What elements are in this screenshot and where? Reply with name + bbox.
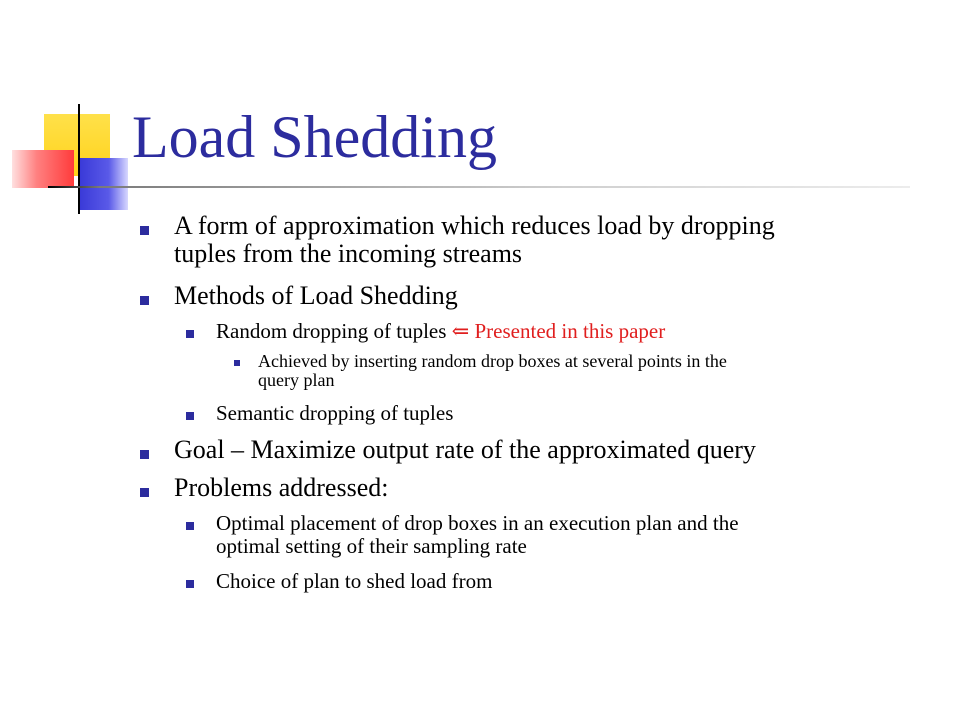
sub-sub-bullet-text-line: Achieved by inserting random drop boxes at several points in the — [258, 351, 727, 371]
decorative-red-bar — [12, 150, 74, 188]
sub-bullet-text-main: Random dropping of tuples — [216, 319, 447, 343]
decorative-blue-square — [80, 158, 128, 210]
bullet-text: Methods of Load Shedding — [174, 281, 458, 310]
bullet-text — [174, 212, 775, 268]
sub-sub-bullet-text — [258, 352, 727, 391]
bullet-text-line: tuples from the incoming streams — [174, 239, 523, 269]
square-bullet-icon — [140, 296, 149, 305]
presented-note: ⇐ Presented in this paper — [451, 319, 666, 343]
square-bullet-icon — [186, 330, 194, 338]
square-bullet-icon — [140, 450, 149, 459]
square-bullet-icon — [140, 226, 149, 235]
square-bullet-icon — [186, 580, 194, 588]
bullet-text: Goal – Maximize output rate of the approximated query — [174, 435, 756, 464]
decorative-vertical-line — [78, 104, 80, 214]
slide-title: Load Shedding — [132, 104, 497, 170]
sub-bullet-text: Semantic dropping of tuples — [216, 401, 454, 425]
square-bullet-icon — [140, 488, 149, 497]
sub-bullet-text-line: optimal setting of their sampling rate — [216, 533, 527, 558]
sub-sub-bullet-text-line: query plan — [258, 370, 335, 391]
sub-bullet-text — [216, 320, 665, 343]
bullet-text: Problems addressed: — [174, 473, 389, 502]
sub-bullet-text-line: Optimal placement of drop boxes in an execution plan and the — [216, 511, 739, 535]
bullet-text-line: A form of approximation which reduces load by dropping — [174, 211, 775, 240]
square-bullet-icon — [186, 522, 194, 530]
square-bullet-icon — [234, 360, 240, 366]
title-underline — [48, 186, 910, 188]
square-bullet-icon — [186, 412, 194, 420]
sub-bullet-text — [216, 512, 739, 557]
sub-bullet-text: Choice of plan to shed load from — [216, 569, 493, 593]
